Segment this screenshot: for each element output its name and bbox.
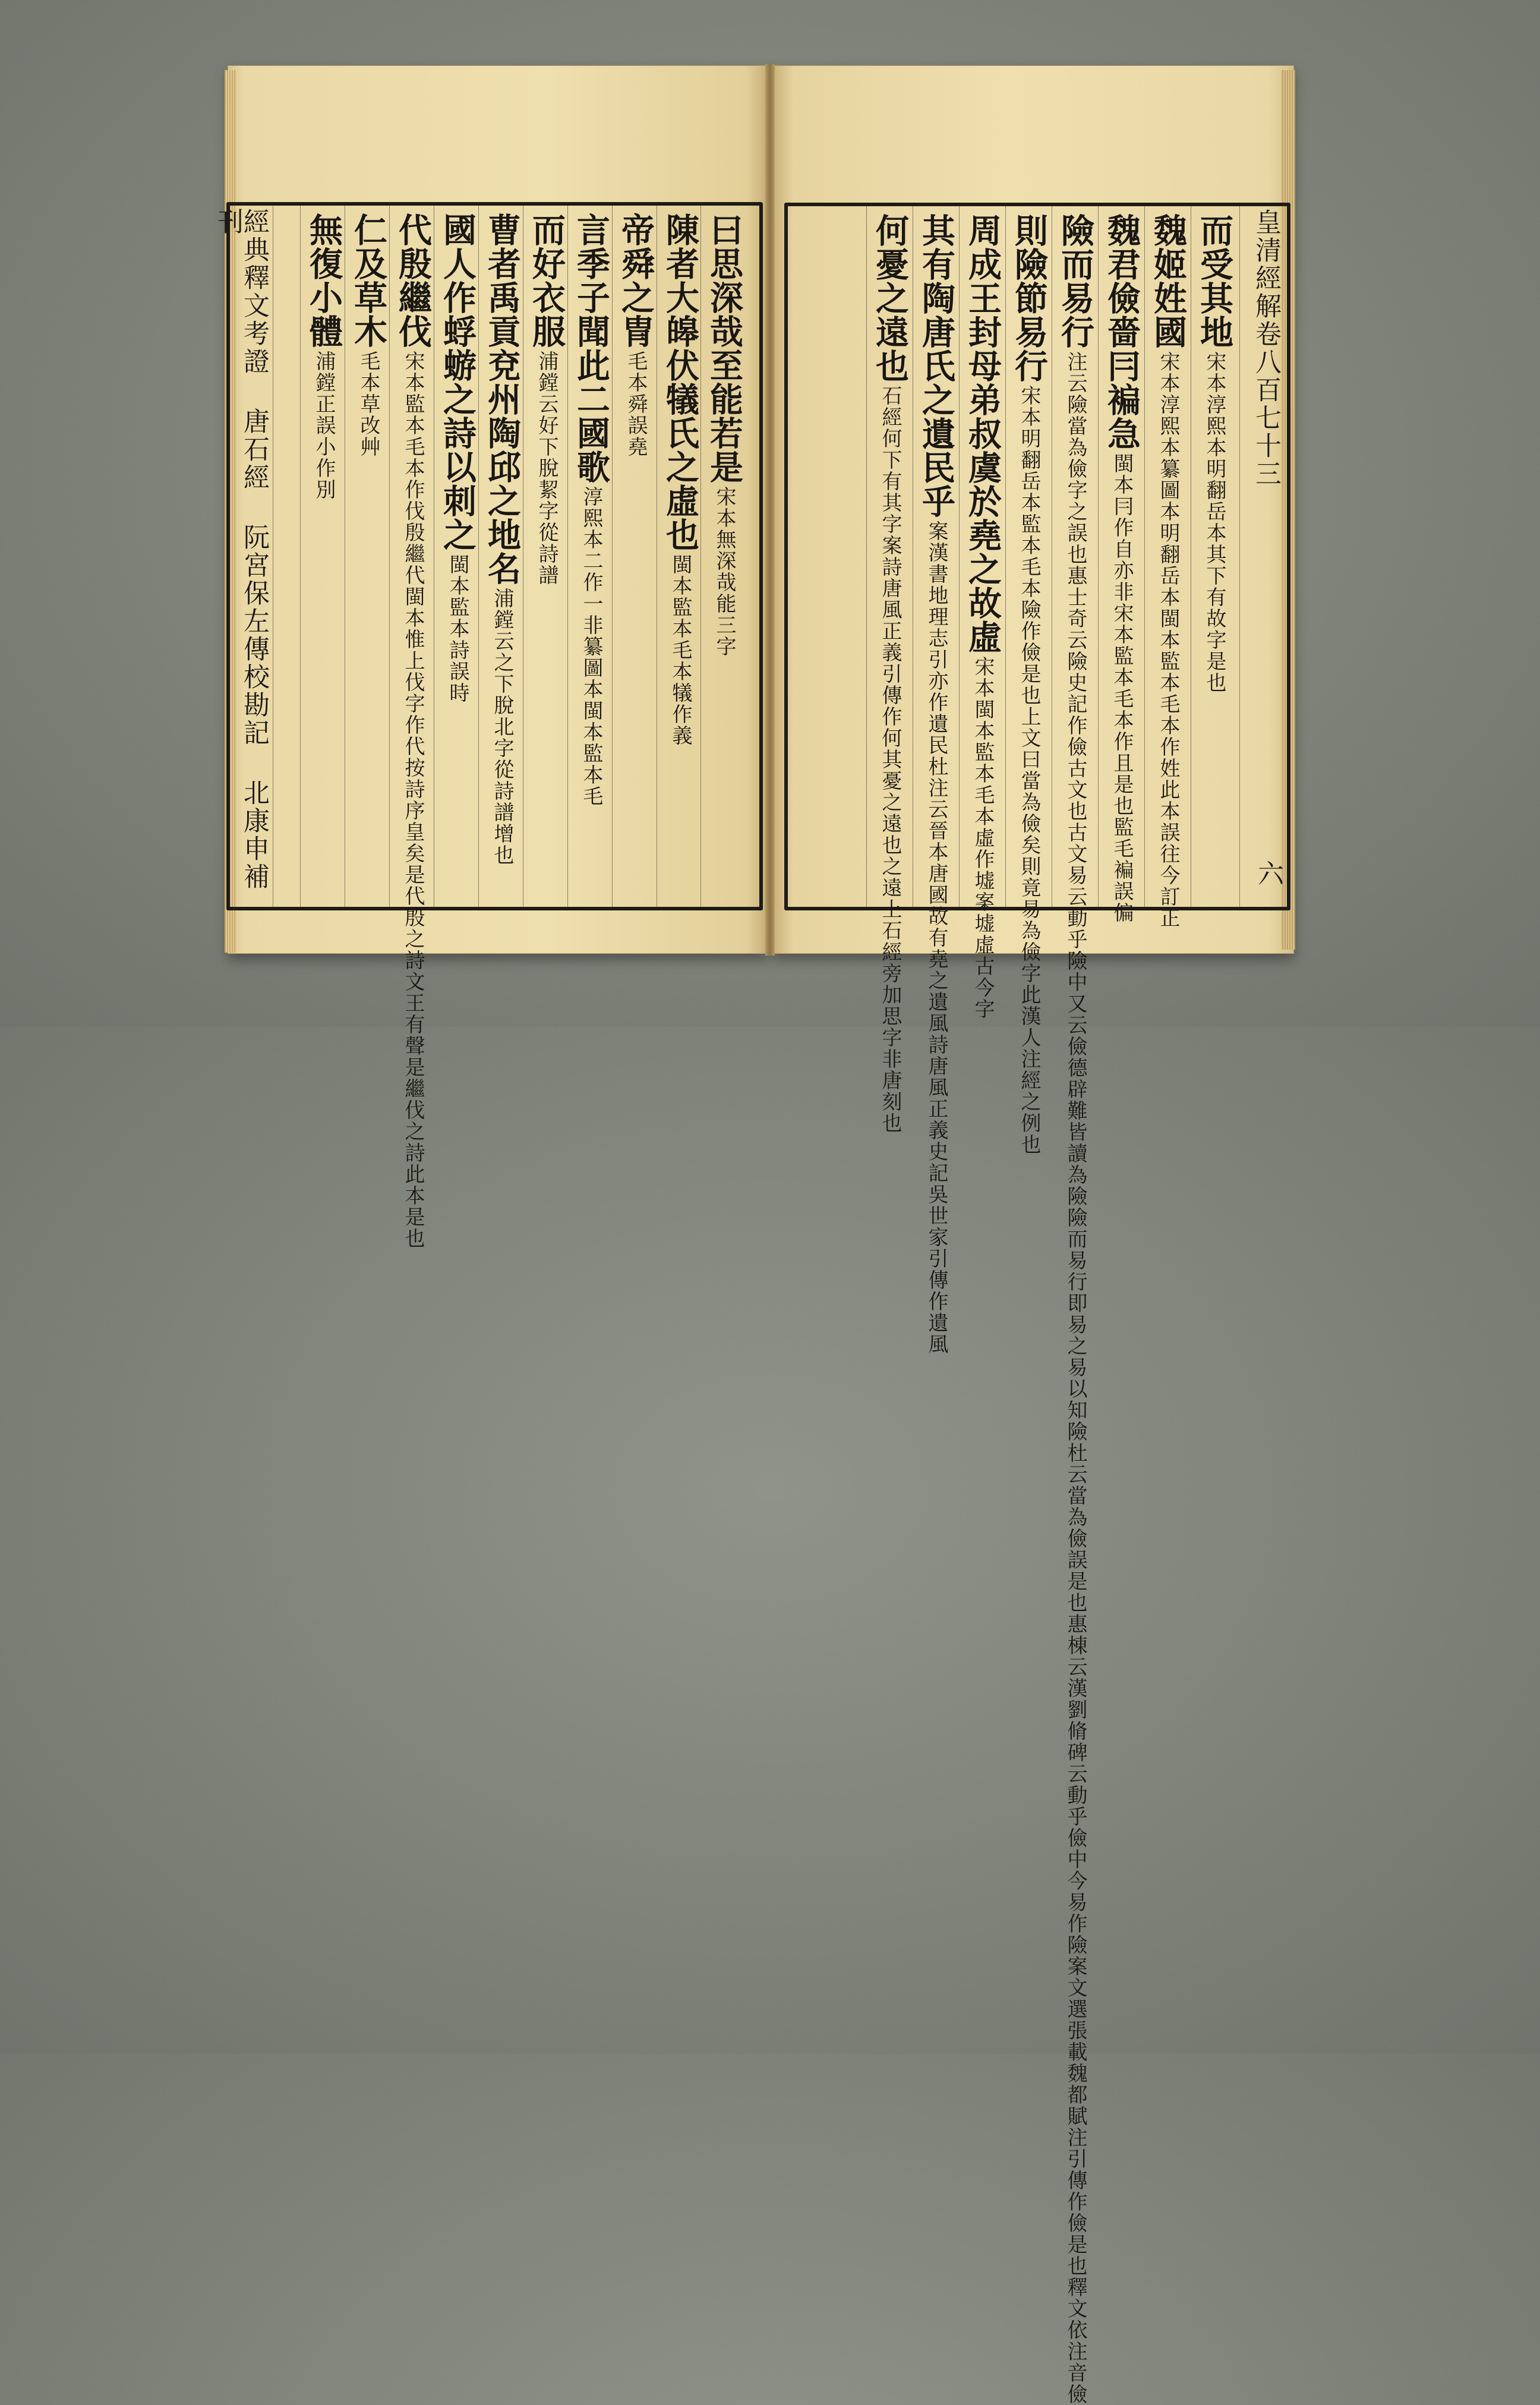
- text-column: [1056, 213, 1095, 2405]
- main-text: 帝舜之冑: [616, 213, 655, 348]
- text-column: [1195, 213, 1234, 897]
- column-rule: [478, 206, 479, 907]
- column-rule: [567, 206, 568, 907]
- main-text: 言季子聞此二國歌: [572, 213, 611, 484]
- text-column: [705, 213, 744, 896]
- commentary-text: 宋本淳熙本明翻岳本其下有故字是也: [1203, 351, 1226, 694]
- text-column: [304, 213, 343, 896]
- commentary-text: 宋本閩本監本毛本虛作墟案墟虛古今字: [971, 656, 995, 1020]
- column-rule: [1098, 206, 1099, 907]
- main-text: 魏姬姓國: [1148, 213, 1188, 349]
- main-text: 魏君儉嗇冃褊急: [1102, 213, 1141, 450]
- left-side-label: 經典釋文考證 唐石經 阮宮保左傳校勘記 北康申補刊: [213, 208, 269, 891]
- main-text: 則險節易行: [1009, 213, 1049, 383]
- commentary-text: 閩本監本毛本犠作義: [668, 554, 692, 746]
- book-gutter: [765, 64, 775, 956]
- column-rule: [700, 206, 701, 907]
- main-text: 而好衣服: [527, 213, 566, 348]
- commentary-text: 淳熙本二作一非纂圖本閩本監本毛: [579, 486, 603, 807]
- commentary-text: 閩本冃作自亦非宋本監本毛本作且是也監毛褊誤偏: [1110, 453, 1134, 923]
- main-text: 而受其地: [1195, 213, 1234, 349]
- column-rule: [1144, 206, 1145, 907]
- main-text: 險而易行: [1056, 213, 1095, 349]
- main-text: 國人作蜉蝣之詩以刺之: [438, 213, 477, 551]
- text-column: [393, 213, 433, 1249]
- text-column: [917, 213, 956, 1355]
- text-column: [616, 213, 655, 896]
- column-rule: [959, 206, 960, 907]
- text-column: [1102, 213, 1141, 923]
- text-column: [1148, 213, 1188, 929]
- main-text: 周成王封母弟叔虞於堯之故虛: [963, 213, 1002, 654]
- main-text: 仁及草木: [349, 213, 388, 348]
- main-text: 陳者大皞伏犠氏之虛也: [661, 213, 700, 551]
- commentary-text: 宋本明翻岳本監本毛本險作儉是也上文曰當為儉矣則竟易為儉字此漢人注經之例也: [1017, 385, 1041, 1155]
- main-text: 代殷繼伐: [393, 213, 433, 348]
- commentary-text: 浦鏜云之下脫北字從詩譜增也: [490, 588, 514, 866]
- text-column: [572, 213, 611, 896]
- text-column: [870, 213, 910, 1134]
- commentary-text: 浦鏜正誤小作別: [312, 351, 336, 500]
- text-column: [482, 213, 522, 896]
- column-rule: [1005, 206, 1006, 907]
- commentary-text: 宋本淳熙本纂圖本明翻岳本閩本監本毛本作姓此本誤往今訂正: [1156, 351, 1180, 929]
- text-column: [963, 213, 1002, 1020]
- main-text: 何憂之遠也: [870, 213, 910, 383]
- text-column: [349, 213, 388, 896]
- right-text-frame: [784, 203, 1290, 2405]
- commentary-text: 毛本草改艸: [356, 351, 380, 458]
- page-number: 六: [1253, 860, 1283, 886]
- text-column: [661, 213, 700, 896]
- column-rule: [300, 206, 301, 907]
- text-column: [1009, 213, 1049, 1155]
- commentary-text: 案漢書地理志引亦作遺民杜注云晉本唐國故有堯之遺風詩唐風正義史記吳世家引傳作遺風: [924, 521, 948, 1355]
- main-text: 其有陶唐氏之遺民乎: [917, 213, 956, 518]
- text-column: [527, 213, 566, 896]
- commentary-text: 石經何下有其字案詩唐風正義引傳作何其憂之遠也之遠上石經旁加思字非唐刻也: [878, 385, 902, 1134]
- commentary-text: 毛本舜誤堯: [624, 351, 648, 458]
- commentary-text: 注云險當為儉字之誤也惠士奇云險史記作儉古文也古文易云動乎險中又云儉德辟難皆讀為險險而易行即易之易以知險杜云當為儉誤是也惠棟云漢劉脩碑云動乎儉中今易作險案文選張載魏都賦注引傳作儉是也釋文依注音儉: [1064, 351, 1087, 2405]
- commentary-text: 宋本無深哉能三字: [712, 486, 736, 657]
- commentary-text: 宋本監本毛本作伐殷繼代閩本惟上伐字作代按詩序皇矣是代殷之詩文王有聲是繼伐之詩此本是也: [401, 351, 425, 1249]
- commentary-text: 浦鏜云好下脫絜字從詩譜: [535, 351, 558, 586]
- left-text-frame: [213, 202, 763, 1249]
- column-rule: [389, 206, 390, 907]
- commentary-text: 閩本監本詩誤時: [446, 554, 469, 704]
- column-rule: [866, 206, 867, 907]
- main-text: 無復小體: [304, 213, 343, 348]
- column-rule: [612, 206, 613, 907]
- main-text: 曹者禹貢兗州陶邱之地名: [482, 213, 522, 585]
- column-rule: [1239, 206, 1240, 907]
- text-column: [438, 213, 477, 896]
- right-side-label: 皇清經解卷八百七十三: [1251, 209, 1281, 488]
- main-text: 曰思深哉至能若是: [705, 213, 744, 484]
